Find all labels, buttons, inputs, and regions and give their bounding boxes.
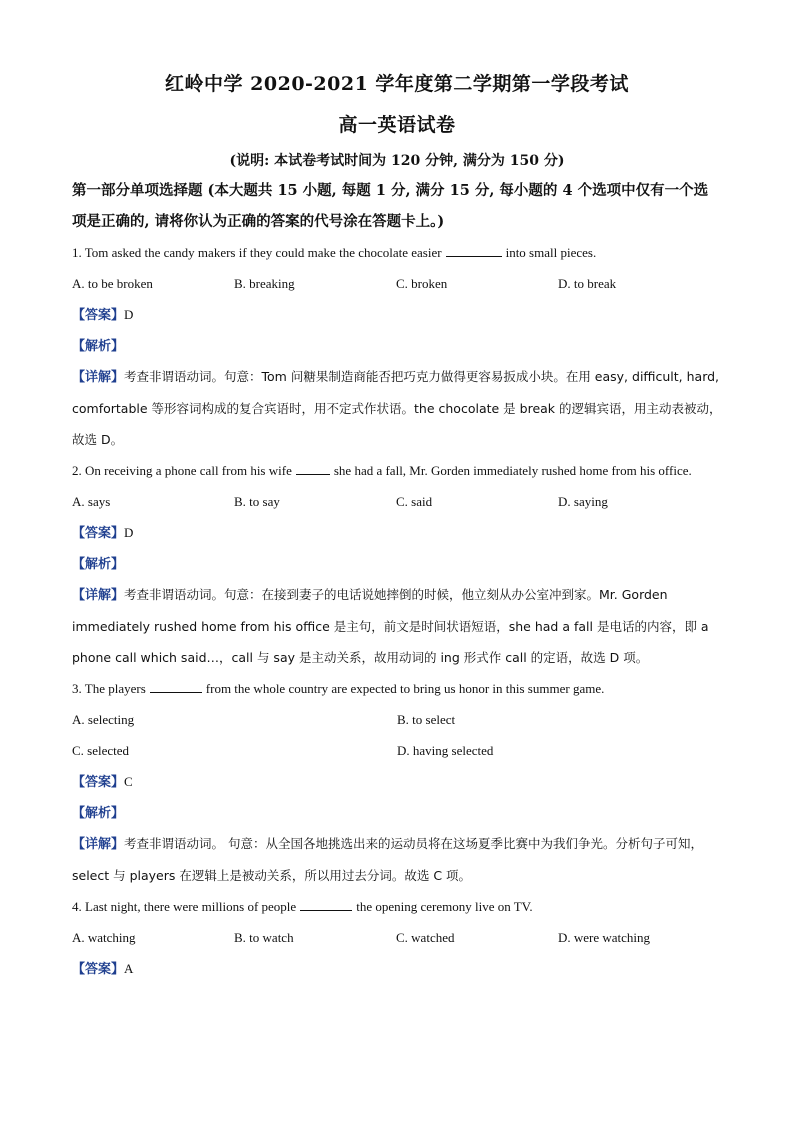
analysis-line-2 xyxy=(72,548,722,579)
exam-subtitle: 高一英语试卷 xyxy=(338,114,456,136)
stem-text: 2. On receiving a phone call from his wife xyxy=(72,463,292,478)
answer-line-4 xyxy=(72,953,722,984)
stem-text: into small pieces. xyxy=(505,245,597,260)
exam-title: 红岭中学 2020-2021 学年度第二学期第一学段考试 xyxy=(165,73,629,95)
detail-tag: 【详解】 xyxy=(72,588,125,603)
option-a: A. to be broken xyxy=(72,276,153,291)
answer-value: A xyxy=(124,961,134,976)
detail-text: 考查非谓语动词。句意：在接到妻子的电话说她摔倒的时候，他立刻从办公室冲到家。Mr. Gorden immediately rushed home from his office 是主句，前文是时间状语短语，she had a fall 是电话的内容，即 a phone call which said…，call 与 say 是主动关系，故用动词的 ing 形式作 call 的定语，故选 D 项。 xyxy=(72,587,709,665)
section-heading: 第一部分单项选择题 (本大题共 15 小题, 每题 1 分, 满分 15 分, 每小题的 4 个选项中仅有一个选项是正确的, 请将你认为正确的答案的代号涂在答题卡上。) xyxy=(72,182,709,230)
question-stem-2 xyxy=(72,455,722,486)
answer-blank xyxy=(300,896,352,911)
answer-value: C xyxy=(124,774,133,789)
option-d: D. to break xyxy=(558,276,617,291)
answer-blank xyxy=(446,242,502,257)
options-row-1 xyxy=(72,268,722,299)
answer-value: D xyxy=(124,307,134,322)
option-d: D. saying xyxy=(558,494,608,509)
answer-line-1 xyxy=(72,299,722,330)
question-stem-1 xyxy=(72,237,722,268)
answer-tag: 【答案】 xyxy=(72,308,125,323)
stem-text: the opening ceremony live on TV. xyxy=(356,899,533,914)
question-stem-4 xyxy=(72,891,722,922)
detail-text: 考查非谓语动词。 句意：从全国各地挑选出来的运动员将在这场夏季比赛中为我们争光。分析句子可知，select 与 players 在逻辑上是被动关系，所以用过去分词。故选 C 项。 xyxy=(72,836,703,883)
option-b: B. to select xyxy=(397,712,456,727)
options-row-3a xyxy=(72,704,722,735)
option-b: B. breaking xyxy=(234,276,295,291)
detail-tag: 【详解】 xyxy=(72,837,125,852)
option-b: B. to watch xyxy=(234,930,294,945)
exam-page xyxy=(72,68,722,984)
answer-line-2 xyxy=(72,517,722,548)
detail-block-1 xyxy=(72,361,722,455)
answer-blank xyxy=(296,460,330,475)
analysis-line-3 xyxy=(72,797,722,828)
answer-value: D xyxy=(124,525,134,540)
option-c: C. watched xyxy=(396,930,455,945)
stem-text: from the whole country are expected to bring us honor in this summer game. xyxy=(205,681,605,696)
analysis-tag: 【解析】 xyxy=(72,557,125,572)
option-d: D. having selected xyxy=(397,743,494,758)
option-a: A. selecting xyxy=(72,712,135,727)
answer-line-3 xyxy=(72,766,722,797)
stem-text: 1. Tom asked the candy makers if they could make the chocolate easier xyxy=(72,245,442,260)
analysis-line-1 xyxy=(72,330,722,361)
answer-tag: 【答案】 xyxy=(72,962,125,977)
answer-tag: 【答案】 xyxy=(72,775,125,790)
options-row-2 xyxy=(72,486,722,517)
option-a: A. watching xyxy=(72,930,136,945)
option-c: C. said xyxy=(396,494,433,509)
stem-text: 4. Last night, there were millions of people xyxy=(72,899,297,914)
detail-text: 考查非谓语动词。句意：Tom 问糖果制造商能否把巧克力做得更容易扳成小块。在用 easy, difficult, hard, comfortable 等形容词构成的复合宾语时，用不定式作状语。the chocolate 是 break 的逻辑宾语，用主动表被动，故选 D。 xyxy=(72,369,722,447)
detail-tag: 【详解】 xyxy=(72,370,125,385)
analysis-tag: 【解析】 xyxy=(72,339,125,354)
options-row-4 xyxy=(72,922,722,953)
stem-text: she had a fall, Mr. Gorden immediately rushed home from his office. xyxy=(333,463,692,478)
option-c: C. selected xyxy=(72,743,130,758)
answer-blank xyxy=(150,678,202,693)
option-a: A. says xyxy=(72,494,111,509)
options-row-3b xyxy=(72,735,722,766)
question-stem-3 xyxy=(72,673,722,704)
detail-block-3 xyxy=(72,828,722,891)
analysis-tag: 【解析】 xyxy=(72,806,125,821)
exam-note: (说明: 本试卷考试时间为 120 分钟, 满分为 150 分) xyxy=(229,153,565,169)
detail-block-2 xyxy=(72,579,722,673)
option-c: C. broken xyxy=(396,276,448,291)
answer-tag: 【答案】 xyxy=(72,526,125,541)
option-b: B. to say xyxy=(234,494,280,509)
option-d: D. were watching xyxy=(558,930,651,945)
stem-text: 3. The players xyxy=(72,681,146,696)
